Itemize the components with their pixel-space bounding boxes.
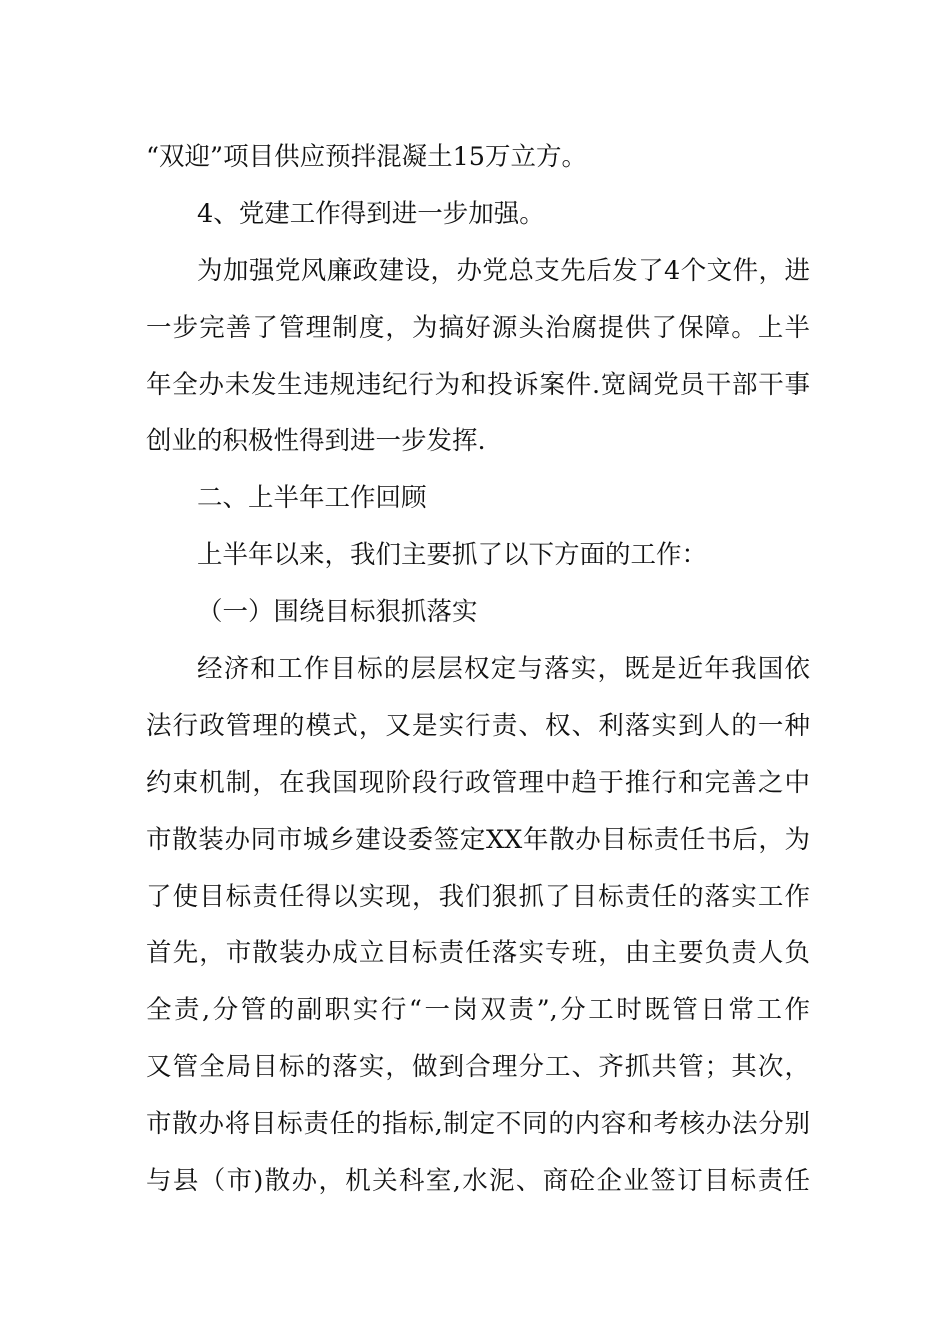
paragraph-line: 了使目标责任得以实现，我们狠抓了目标责任的落实工作 bbox=[146, 881, 810, 912]
section-heading: 4、党建工作得到进一步加强。 bbox=[197, 198, 545, 229]
document-body bbox=[146, 129, 810, 1210]
paragraph-line: 全责,分管的副职实行“一岗双责”,分工时既管日常工作 bbox=[146, 995, 810, 1026]
paragraph-line: 与县（市)散办，机关科室,水泥、商砼企业签订目标责任 bbox=[146, 1166, 810, 1197]
paragraph-line: 创业的积极性得到进一步发挥. bbox=[146, 426, 486, 457]
paragraph-line: 上半年以来，我们主要抓了以下方面的工作： bbox=[197, 540, 708, 571]
subsection-heading: （一）围绕目标狠抓落实 bbox=[197, 597, 478, 628]
paragraph-line: 经济和工作目标的层层权定与落实，既是近年我国依 bbox=[197, 654, 810, 685]
paragraph-line: 市散办将目标责任的指标,制定不同的内容和考核办法分别 bbox=[146, 1109, 810, 1140]
paragraph-line: 法行政管理的模式，又是实行责、权、利落实到人的一种 bbox=[146, 710, 810, 741]
section-heading: 二、上半年工作回顾 bbox=[197, 483, 427, 514]
paragraph-line: 为加强党风廉政建设，办党总支先后发了4个文件，进 bbox=[197, 255, 810, 286]
paragraph-line: 市散装办同市城乡建设委签定XX年散办目标责任书后，为 bbox=[146, 824, 810, 855]
paragraph-line: 一步完善了管理制度，为搞好源头治腐提供了保障。上半 bbox=[146, 312, 810, 343]
paragraph-line: 约束机制，在我国现阶段行政管理中趋于推行和完善之中 bbox=[146, 767, 810, 798]
paragraph-line: 年全办未发生违规违纪行为和投诉案件.宽阔党员干部干事 bbox=[146, 369, 810, 400]
text-line: “双迎”项目供应预拌混凝土15万立方。 bbox=[146, 142, 588, 172]
paragraph-line: 又管全局目标的落实，做到合理分工、齐抓共管；其次， bbox=[146, 1052, 810, 1083]
paragraph-line: 首先，市散装办成立目标责任落实专班，由主要负责人负 bbox=[146, 938, 810, 969]
